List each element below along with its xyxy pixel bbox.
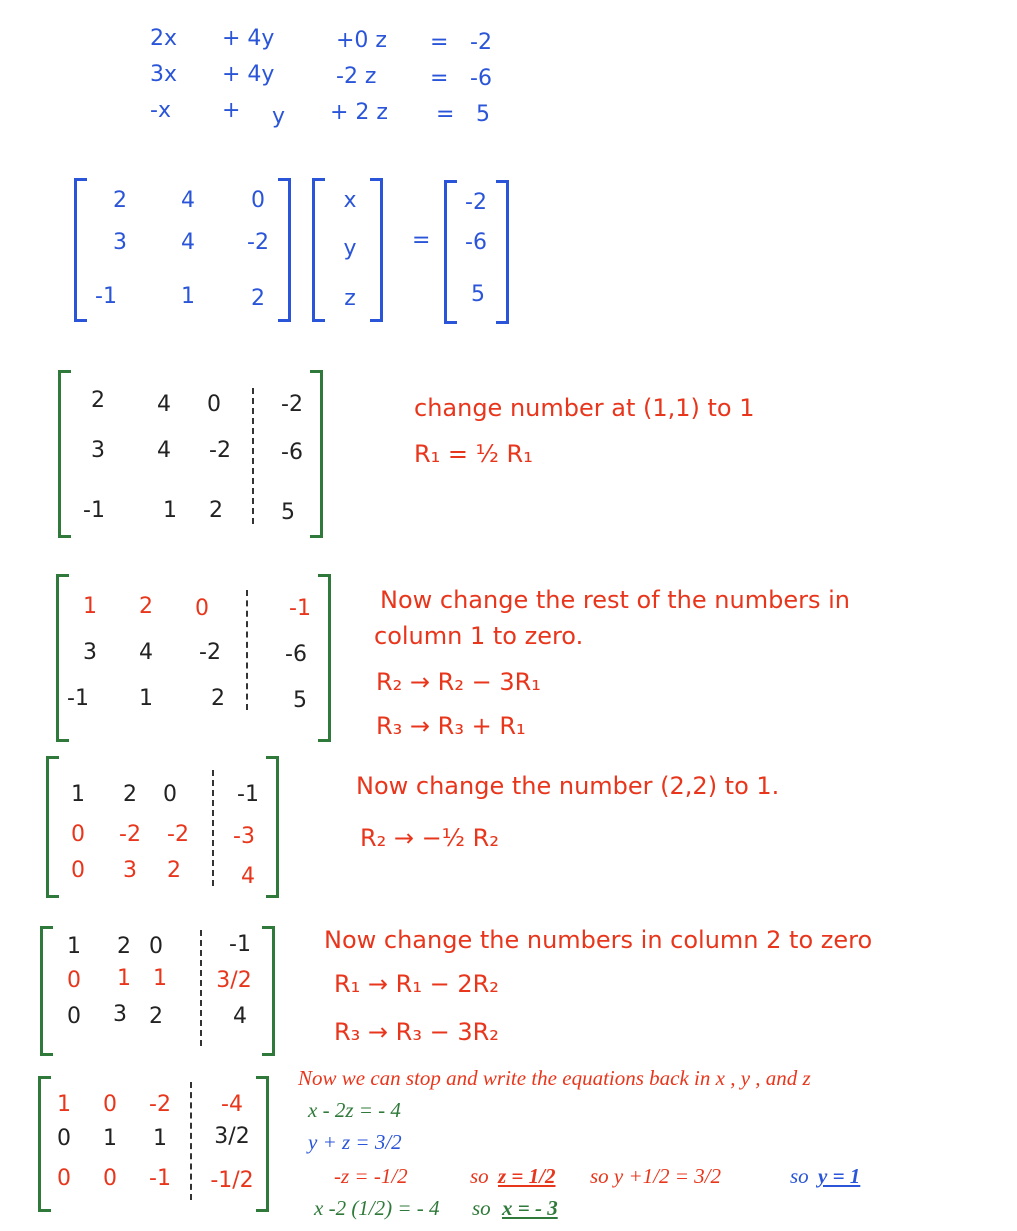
- a11: 2: [113, 188, 127, 213]
- eq1-term3: +0 z: [336, 28, 387, 53]
- s2-r2c2: 4: [139, 640, 153, 665]
- step4-note-line1: Now change the numbers in column 2 to zero: [324, 926, 873, 954]
- eq3-plus: +: [222, 98, 241, 123]
- s5-r2c2: 1: [103, 1126, 117, 1151]
- s3-r2c3: -2: [167, 822, 189, 847]
- eq3-term3: + 2 z: [330, 100, 388, 125]
- eq3-rhs: 5: [476, 102, 490, 127]
- s4-r1c3: 0: [149, 934, 163, 959]
- s3-r1c4: -1: [237, 782, 259, 807]
- step4-note-r3: R₃ → R₃ − 3R₂: [334, 1018, 499, 1046]
- z-var: z: [344, 286, 356, 311]
- eq3-term1: -x: [150, 98, 171, 123]
- a23: -2: [247, 230, 269, 255]
- s5-r2c3: 1: [153, 1126, 167, 1151]
- s1-r3c4: 5: [281, 500, 295, 525]
- step3-note-line1: Now change the number (2,2) to 1.: [356, 772, 780, 800]
- s2-r1c1: 1: [83, 594, 97, 619]
- step3-note-op: R₂ → −½ R₂: [360, 824, 499, 852]
- s2-r2c3: -2: [199, 640, 221, 665]
- step4-divider: [200, 930, 202, 1046]
- eq1-term2: + 4y: [222, 26, 275, 51]
- eq2-term1: 3x: [150, 62, 178, 87]
- step5-y-solution: y = 1: [818, 1164, 861, 1188]
- step5-x-solution: x = - 3: [502, 1196, 558, 1220]
- eq2-equals: =: [430, 66, 449, 91]
- s3-r2c4: -3: [233, 824, 255, 849]
- s3-r3c3: 2: [167, 858, 181, 883]
- step2-note-line1: Now change the rest of the numbers in: [380, 586, 850, 614]
- s5-r1c3: -2: [149, 1092, 171, 1117]
- s2-r1c3: 0: [195, 596, 209, 621]
- s4-r2c1: 0: [67, 968, 81, 993]
- s2-r2c1: 3: [83, 640, 97, 665]
- step5-so-3: so: [472, 1196, 491, 1220]
- s4-r3c2: 3: [113, 1002, 127, 1027]
- a12: 4: [181, 188, 195, 213]
- step5-eq2: y + z = 3/2: [308, 1130, 402, 1154]
- a13: 0: [251, 188, 265, 213]
- s1-r2c2: 4: [157, 438, 171, 463]
- s4-r1c1: 1: [67, 934, 81, 959]
- a33: 2: [251, 286, 265, 311]
- eq1-term1: 2x: [150, 26, 178, 51]
- s4-r1c2: 2: [117, 934, 131, 959]
- a31: -1: [95, 284, 117, 309]
- s4-r3c3: 2: [149, 1004, 163, 1029]
- s2-r1c2: 2: [139, 594, 153, 619]
- a21: 3: [113, 230, 127, 255]
- step5-heading: Now we can stop and write the equations back in x , y , and z: [298, 1066, 811, 1090]
- b1: -2: [465, 190, 487, 215]
- s5-r2c4: 3/2: [214, 1124, 250, 1149]
- step5-y-substitution: so y +1/2 = 3/2: [590, 1164, 722, 1188]
- s5-r3c1: 0: [57, 1166, 71, 1191]
- s1-r1c1: 2: [91, 388, 105, 413]
- s5-r1c1: 1: [57, 1092, 71, 1117]
- step4-note-r1: R₁ → R₁ − 2R₂: [334, 970, 499, 998]
- a22: 4: [181, 230, 195, 255]
- x-var: x: [343, 188, 357, 213]
- eq3-term2: y: [272, 104, 286, 129]
- s4-r2c2: 1: [117, 966, 131, 991]
- step2-note-line2: column 1 to zero.: [374, 622, 584, 650]
- a32: 1: [181, 284, 195, 309]
- step5-eq3: -z = -1/2: [334, 1164, 408, 1188]
- s5-r1c4: -4: [221, 1092, 243, 1117]
- b3: 5: [471, 282, 485, 307]
- eq2-rhs: -6: [470, 66, 492, 91]
- eq3-equals: =: [436, 102, 455, 127]
- step1-note-operation: R₁ = ½ R₁: [414, 440, 533, 468]
- s1-r3c2: 1: [163, 498, 177, 523]
- step5-so-1: so: [470, 1164, 489, 1188]
- s4-r1c4: -1: [229, 932, 251, 957]
- s3-r2c1: 0: [71, 822, 85, 847]
- b2: -6: [465, 230, 487, 255]
- s3-r2c2: -2: [119, 822, 141, 847]
- s3-r1c3: 0: [163, 782, 177, 807]
- s3-r1c1: 1: [71, 782, 85, 807]
- y-var: y: [343, 236, 357, 261]
- step2-note-r3: R₃ → R₃ + R₁: [376, 712, 526, 740]
- s3-r3c2: 3: [123, 858, 137, 883]
- s5-r3c4: -1/2: [210, 1168, 254, 1193]
- s5-r1c2: 0: [103, 1092, 117, 1117]
- s2-r3c4: 5: [293, 688, 307, 713]
- s1-r1c3: 0: [207, 392, 221, 417]
- matrix-equals: =: [412, 228, 431, 253]
- s2-r3c1: -1: [67, 686, 89, 711]
- s1-r2c1: 3: [91, 438, 105, 463]
- step5-divider: [190, 1082, 192, 1200]
- s4-r2c4: 3/2: [216, 968, 252, 993]
- s2-r2c4: -6: [285, 642, 307, 667]
- s4-r2c3: 1: [153, 966, 167, 991]
- step1-divider: [252, 388, 254, 524]
- s5-r2c1: 0: [57, 1126, 71, 1151]
- s1-r2c4: -6: [281, 440, 303, 465]
- step5-eq1: x - 2z = - 4: [308, 1098, 401, 1122]
- s5-r3c2: 0: [103, 1166, 117, 1191]
- s3-r3c1: 0: [71, 858, 85, 883]
- s3-r1c2: 2: [123, 782, 137, 807]
- s1-r2c3: -2: [209, 438, 231, 463]
- step5-so-2: so: [790, 1164, 809, 1188]
- s2-r3c2: 1: [139, 686, 153, 711]
- s2-r1c4: -1: [289, 596, 311, 621]
- s1-r3c3: 2: [209, 498, 223, 523]
- eq2-term2: + 4y: [222, 62, 275, 87]
- s2-r3c3: 2: [211, 686, 225, 711]
- s4-r3c1: 0: [67, 1004, 81, 1029]
- eq1-rhs: -2: [470, 30, 492, 55]
- step1-note-title: change number at (1,1) to 1: [414, 394, 755, 422]
- s3-r3c4: 4: [241, 864, 255, 889]
- s1-r3c1: -1: [83, 498, 105, 523]
- s5-r3c3: -1: [149, 1166, 171, 1191]
- s1-r1c4: -2: [281, 392, 303, 417]
- eq1-equals: =: [430, 30, 449, 55]
- s1-r1c2: 4: [157, 392, 171, 417]
- step5-z-solution: z = 1/2: [498, 1164, 556, 1188]
- step5-eq4: x -2 (1/2) = - 4: [314, 1196, 440, 1220]
- eq2-term3: -2 z: [336, 64, 377, 89]
- step2-note-r2: R₂ → R₂ − 3R₁: [376, 668, 541, 696]
- s4-r3c4: 4: [233, 1004, 247, 1029]
